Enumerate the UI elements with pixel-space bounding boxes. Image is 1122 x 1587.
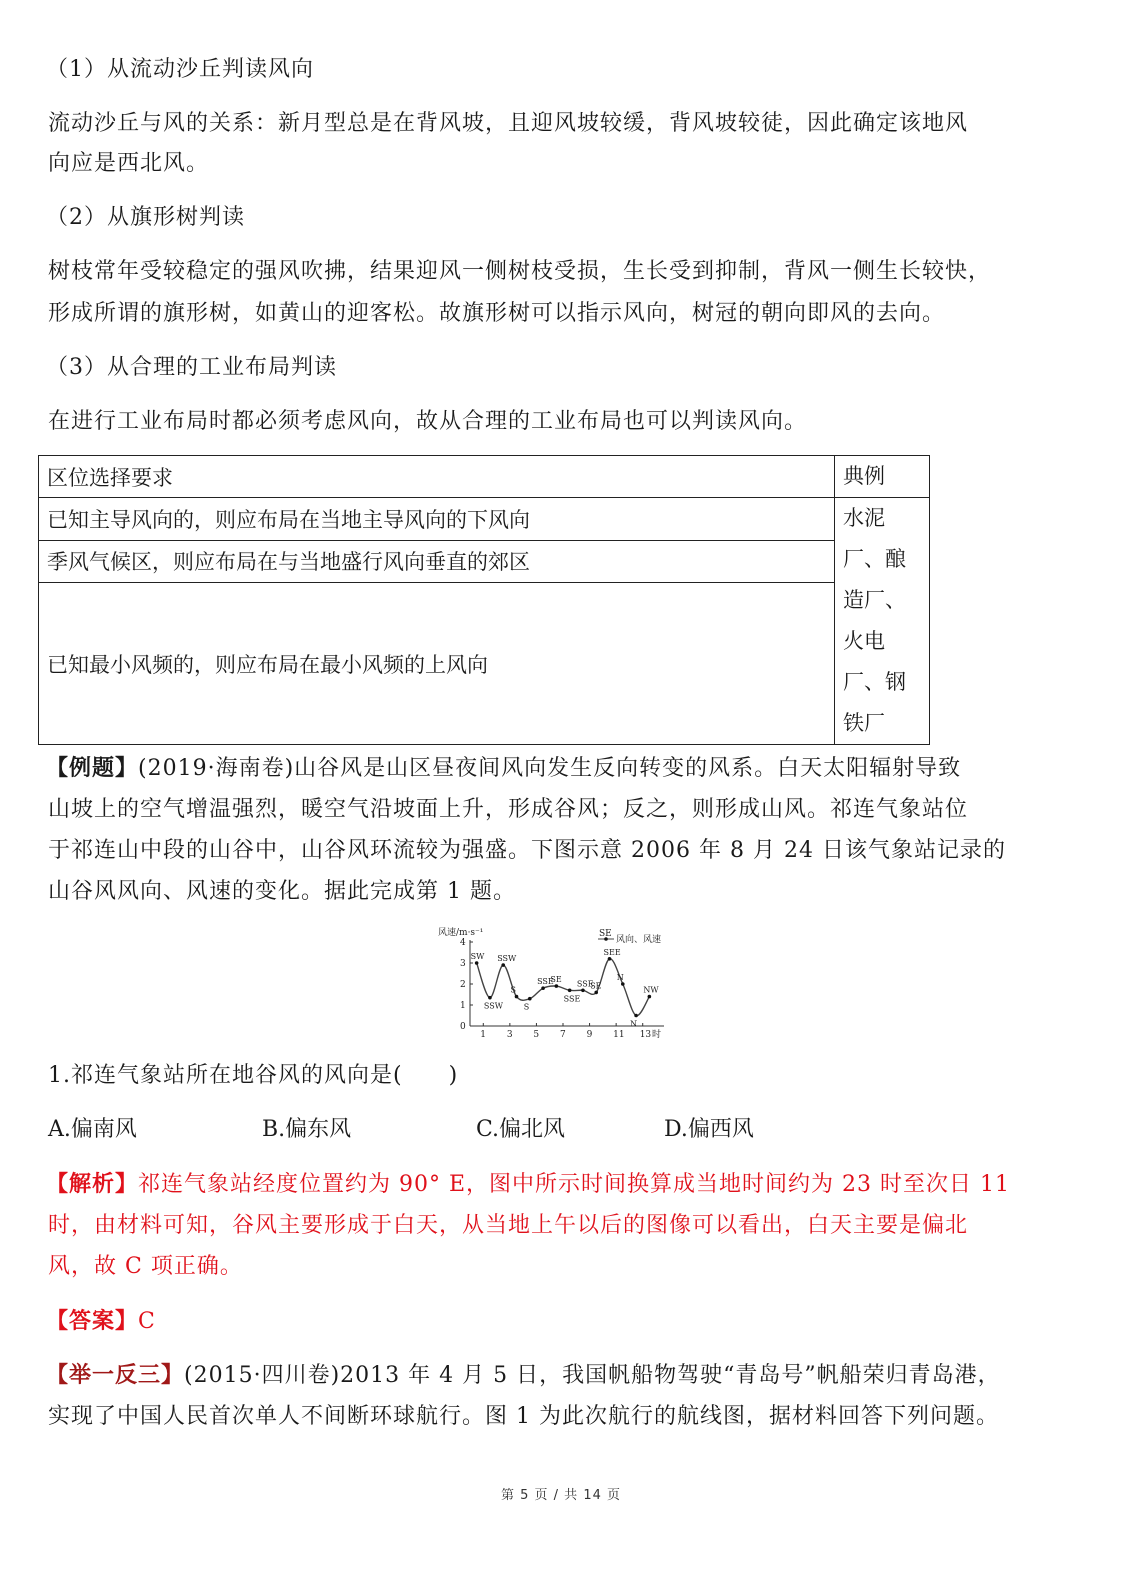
svg-text:7: 7 [560, 1030, 566, 1040]
section1-para-line1: 流动沙丘与风的关系：新月型总是在背风坡，且迎风坡较缓，背风坡较徒，因此确定该地风 [48, 111, 969, 136]
section2-para-line1: 树枝常年受较稳定的强风吹拂，结果迎风一侧树枝受损，生长受到抑制，背风一侧生长较快， [48, 259, 992, 284]
table-header-requirement: 区位选择要求 [39, 456, 835, 498]
table-header-example: 典例 [835, 456, 930, 498]
answer-tag: 【答案】 [46, 1308, 139, 1334]
svg-text:SSW: SSW [483, 1001, 503, 1011]
option-a[interactable]: A.偏南风 [48, 1117, 137, 1142]
table-row [39, 498, 930, 541]
followup-line1 [46, 1361, 1001, 1390]
svg-text:NW: NW [643, 985, 659, 995]
question-stem: 1.祁连气象站所在地谷风的风向是( ) [48, 1063, 459, 1088]
example-line: 厂、钢 [843, 670, 907, 694]
example-line3: 于祁连山中段的山谷中，山谷风环流较为强盛。下图示意 2006 年 8 月 24 日该气象站记录的 [48, 838, 1006, 863]
svg-text:N: N [630, 1019, 638, 1029]
analysis-line1 [46, 1170, 1010, 1199]
answer-line [46, 1307, 156, 1336]
svg-text:SSE: SSE [563, 994, 581, 1004]
example-text-1: (2019·海南卷)山谷风是山区昼夜间风向发生反向转变的风系。白天太阳辐射导致 [138, 756, 962, 781]
svg-text:SSE: SSE [576, 979, 594, 989]
chart-svg [432, 918, 678, 1044]
svg-text:9: 9 [586, 1030, 593, 1040]
svg-text:3: 3 [460, 959, 466, 969]
followup-line2: 实现了中国人民首次单人不间断环球航行。图 1 为此次航行的航线图，据材料回答下列问题。 [48, 1404, 999, 1429]
section3-para-line1: 在进行工业布局时都必须考虑风向，故从合理的工业布局也可以判读风向。 [48, 409, 808, 434]
svg-text:N: N [616, 973, 624, 982]
analysis-text-1: 祁连气象站经度位置约为 90° E，图中所示时间换算成当地时间约为 23 时至次日 11 [138, 1172, 1011, 1197]
svg-text:S: S [523, 1002, 530, 1012]
wind-speed-chart [432, 918, 678, 1044]
svg-text:13: 13 [639, 1030, 652, 1040]
x-axis-label: 时 [652, 1030, 662, 1040]
y-axis-label: 风速/m·s⁻¹ [438, 928, 484, 938]
section2-para-line2: 形成所谓的旗形树，如黄山的迎客松。故旗形树可以指示风向，树冠的朝向即风的去向。 [48, 301, 946, 326]
example-line: 火电 [843, 629, 886, 653]
example-line1 [46, 754, 961, 783]
table-cell-examples [835, 498, 930, 745]
legend-symbol-label: SE [599, 929, 612, 939]
page-footer: 第 5 页 / 共 14 页 [501, 1488, 621, 1503]
table-header-row [39, 456, 930, 498]
analysis-line3: 风，故 C 项正确。 [48, 1254, 243, 1279]
svg-text:S: S [510, 985, 516, 995]
svg-text:2: 2 [460, 980, 466, 990]
section1-para-line2: 向应是西北风。 [48, 151, 210, 176]
example-line: 厂、酿 [843, 547, 907, 571]
table-row [39, 583, 930, 745]
table-cell-requirement: 已知主导风向的，则应布局在当地主导风向的下风向 [39, 498, 835, 541]
example-line2: 山坡上的空气增温强烈，暖空气沿坡面上升，形成谷风；反之，则形成山风。祁连气象站位 [48, 797, 969, 822]
followup-tag: 【举一反三】 [46, 1362, 185, 1388]
followup-text-1: (2015·四川卷)2013 年 4 月 5 日，我国帆船物驾驶“青岛号”帆船荣归青岛港， [184, 1363, 1001, 1388]
svg-text:1: 1 [460, 1001, 466, 1011]
example-line: 铁厂 [843, 711, 886, 735]
example-line: 水泥 [843, 506, 886, 530]
svg-text:SEE: SEE [603, 947, 621, 957]
svg-text:SE: SE [590, 981, 602, 991]
svg-text:SSW: SSW [497, 954, 517, 964]
example-tag: 【例题】 [46, 755, 139, 781]
table-cell-requirement: 已知最小风频的，则应布局在最小风频的上风向 [39, 583, 835, 745]
option-d[interactable]: D.偏西风 [664, 1117, 754, 1142]
option-b[interactable]: B.偏东风 [262, 1117, 352, 1142]
legend-text: 风向、风速 [616, 935, 662, 945]
svg-text:11: 11 [613, 1030, 625, 1040]
svg-text:SSE: SSE [537, 977, 554, 987]
svg-text:SE: SE [550, 975, 562, 985]
option-c[interactable]: C.偏北风 [476, 1117, 566, 1142]
svg-text:0: 0 [460, 1022, 466, 1032]
example-line4: 山谷风风向、风速的变化。据此完成第 1 题。 [48, 879, 516, 904]
svg-text:4: 4 [460, 938, 466, 948]
section1-heading: （1）从流动沙丘判读风向 [46, 57, 314, 82]
svg-text:3: 3 [506, 1030, 513, 1040]
svg-text:5: 5 [533, 1030, 540, 1040]
svg-text:1: 1 [480, 1030, 487, 1040]
analysis-tag: 【解析】 [46, 1171, 139, 1197]
example-line: 造厂、 [843, 588, 907, 612]
svg-text:SW: SW [470, 952, 485, 961]
analysis-line2: 时，由材料可知，谷风主要形成于白天，从当地上午以后的图像可以看出，白天主要是偏北 [48, 1213, 969, 1238]
section2-heading: （2）从旗形树判读 [46, 205, 245, 230]
table-row [39, 540, 930, 583]
answer-value: C [138, 1309, 156, 1334]
section3-heading: （3）从合理的工业布局判读 [46, 355, 337, 380]
table-cell-requirement: 季风气候区，则应布局在与当地盛行风向垂直的郊区 [39, 540, 835, 583]
industry-location-table [38, 455, 930, 745]
